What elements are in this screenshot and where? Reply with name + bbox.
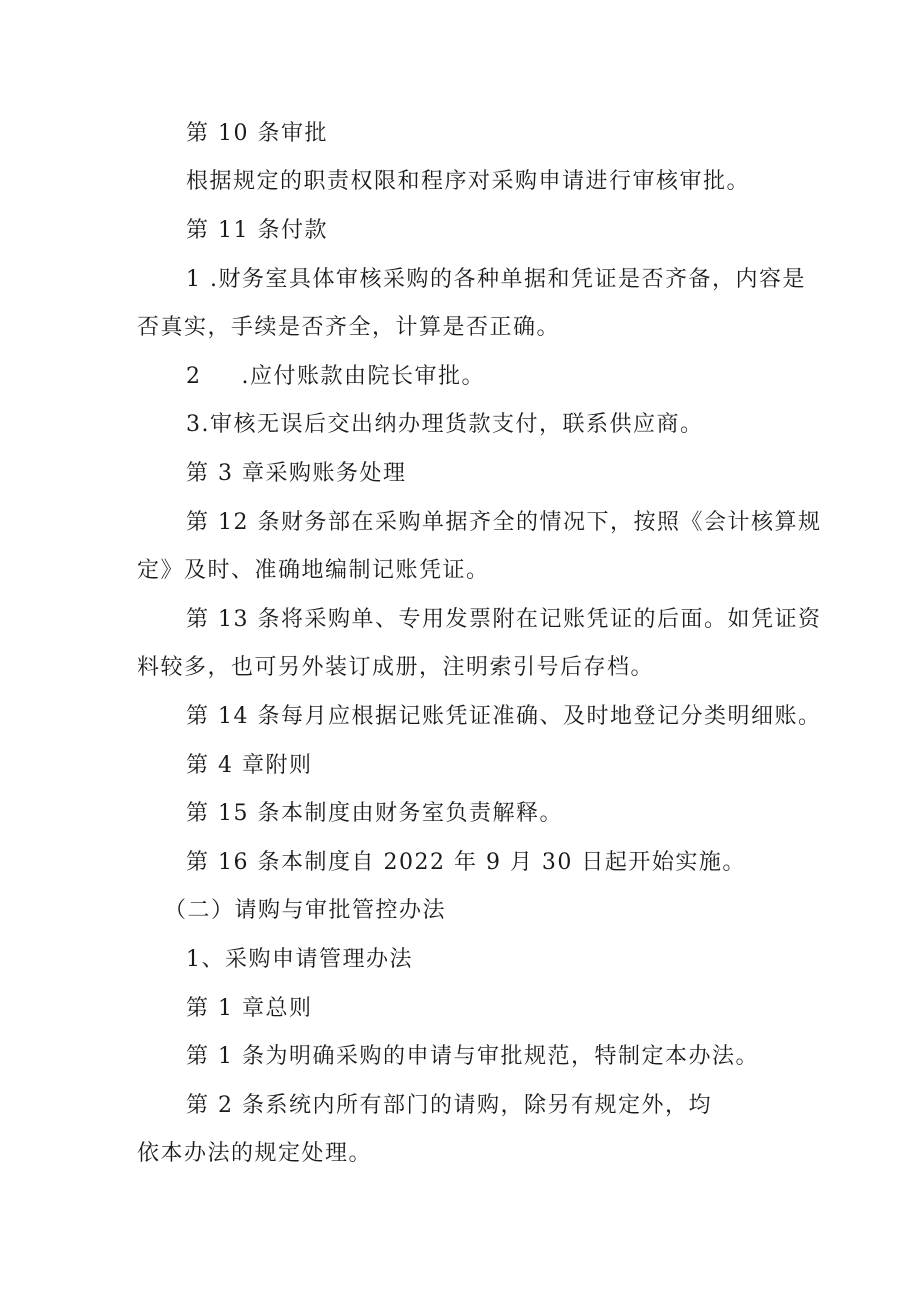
- article-2-line-1: 第 2 条系统内所有部门的请购，除另有规定外，均: [186, 1093, 712, 1118]
- item-2-number: 2: [186, 364, 202, 389]
- article-10-body: 根据规定的职责权限和程序对采购申请进行审核审批。: [186, 169, 751, 194]
- section-2-heading: （二）请购与审批管控办法: [164, 898, 447, 923]
- article-11-item-2: [186, 362, 485, 392]
- article-13-line-1: 第 13 条将采购单、专用发票附在记账凭证的后面。如凭证资: [186, 607, 822, 632]
- subsection-1-heading: 1、采购申请管理办法: [186, 947, 413, 972]
- article-16: 第 16 条本制度自 2022 年 9 月 30 日起开始实施。: [186, 850, 746, 875]
- article-12-line-2: 定》及时、准确地编制记账凭证。: [137, 558, 490, 583]
- article-11-item-1-line-2: 否真实，手续是否齐全，计算是否正确。: [137, 315, 561, 340]
- item-2-text: .应付账款由院长审批。: [241, 364, 485, 389]
- article-1: 第 1 条为明确采购的申请与审批规范，特制定本办法。: [186, 1044, 759, 1069]
- article-14: 第 14 条每月应根据记账凭证准确、及时地登记分类明细账。: [186, 704, 822, 729]
- chapter-1-heading: 第 1 章总则: [186, 996, 313, 1021]
- chapter-4-heading: 第 4 章附则: [186, 753, 313, 778]
- article-12-line-1: 第 12 条财务部在采购单据齐全的情况下，按照《会计核算规: [186, 510, 822, 535]
- article-11-item-1-line-1: 1 .财务室具体审核采购的各种单据和凭证是否齐备，内容是: [186, 267, 806, 292]
- article-2-line-2: 依本办法的规定处理。: [137, 1141, 373, 1166]
- article-13-line-2: 料较多，也可另外装订成册，注明索引号后存档。: [137, 655, 655, 680]
- article-11-item-3: 3.审核无误后交出纳办理货款支付，联系供应商。: [186, 412, 704, 437]
- article-15: 第 15 条本制度由财务室负责解释。: [186, 801, 563, 826]
- chapter-3-heading: 第 3 章采购账务处理: [186, 461, 407, 486]
- article-10-heading: 第 10 条审批: [186, 121, 328, 146]
- article-11-heading: 第 11 条付款: [186, 218, 328, 243]
